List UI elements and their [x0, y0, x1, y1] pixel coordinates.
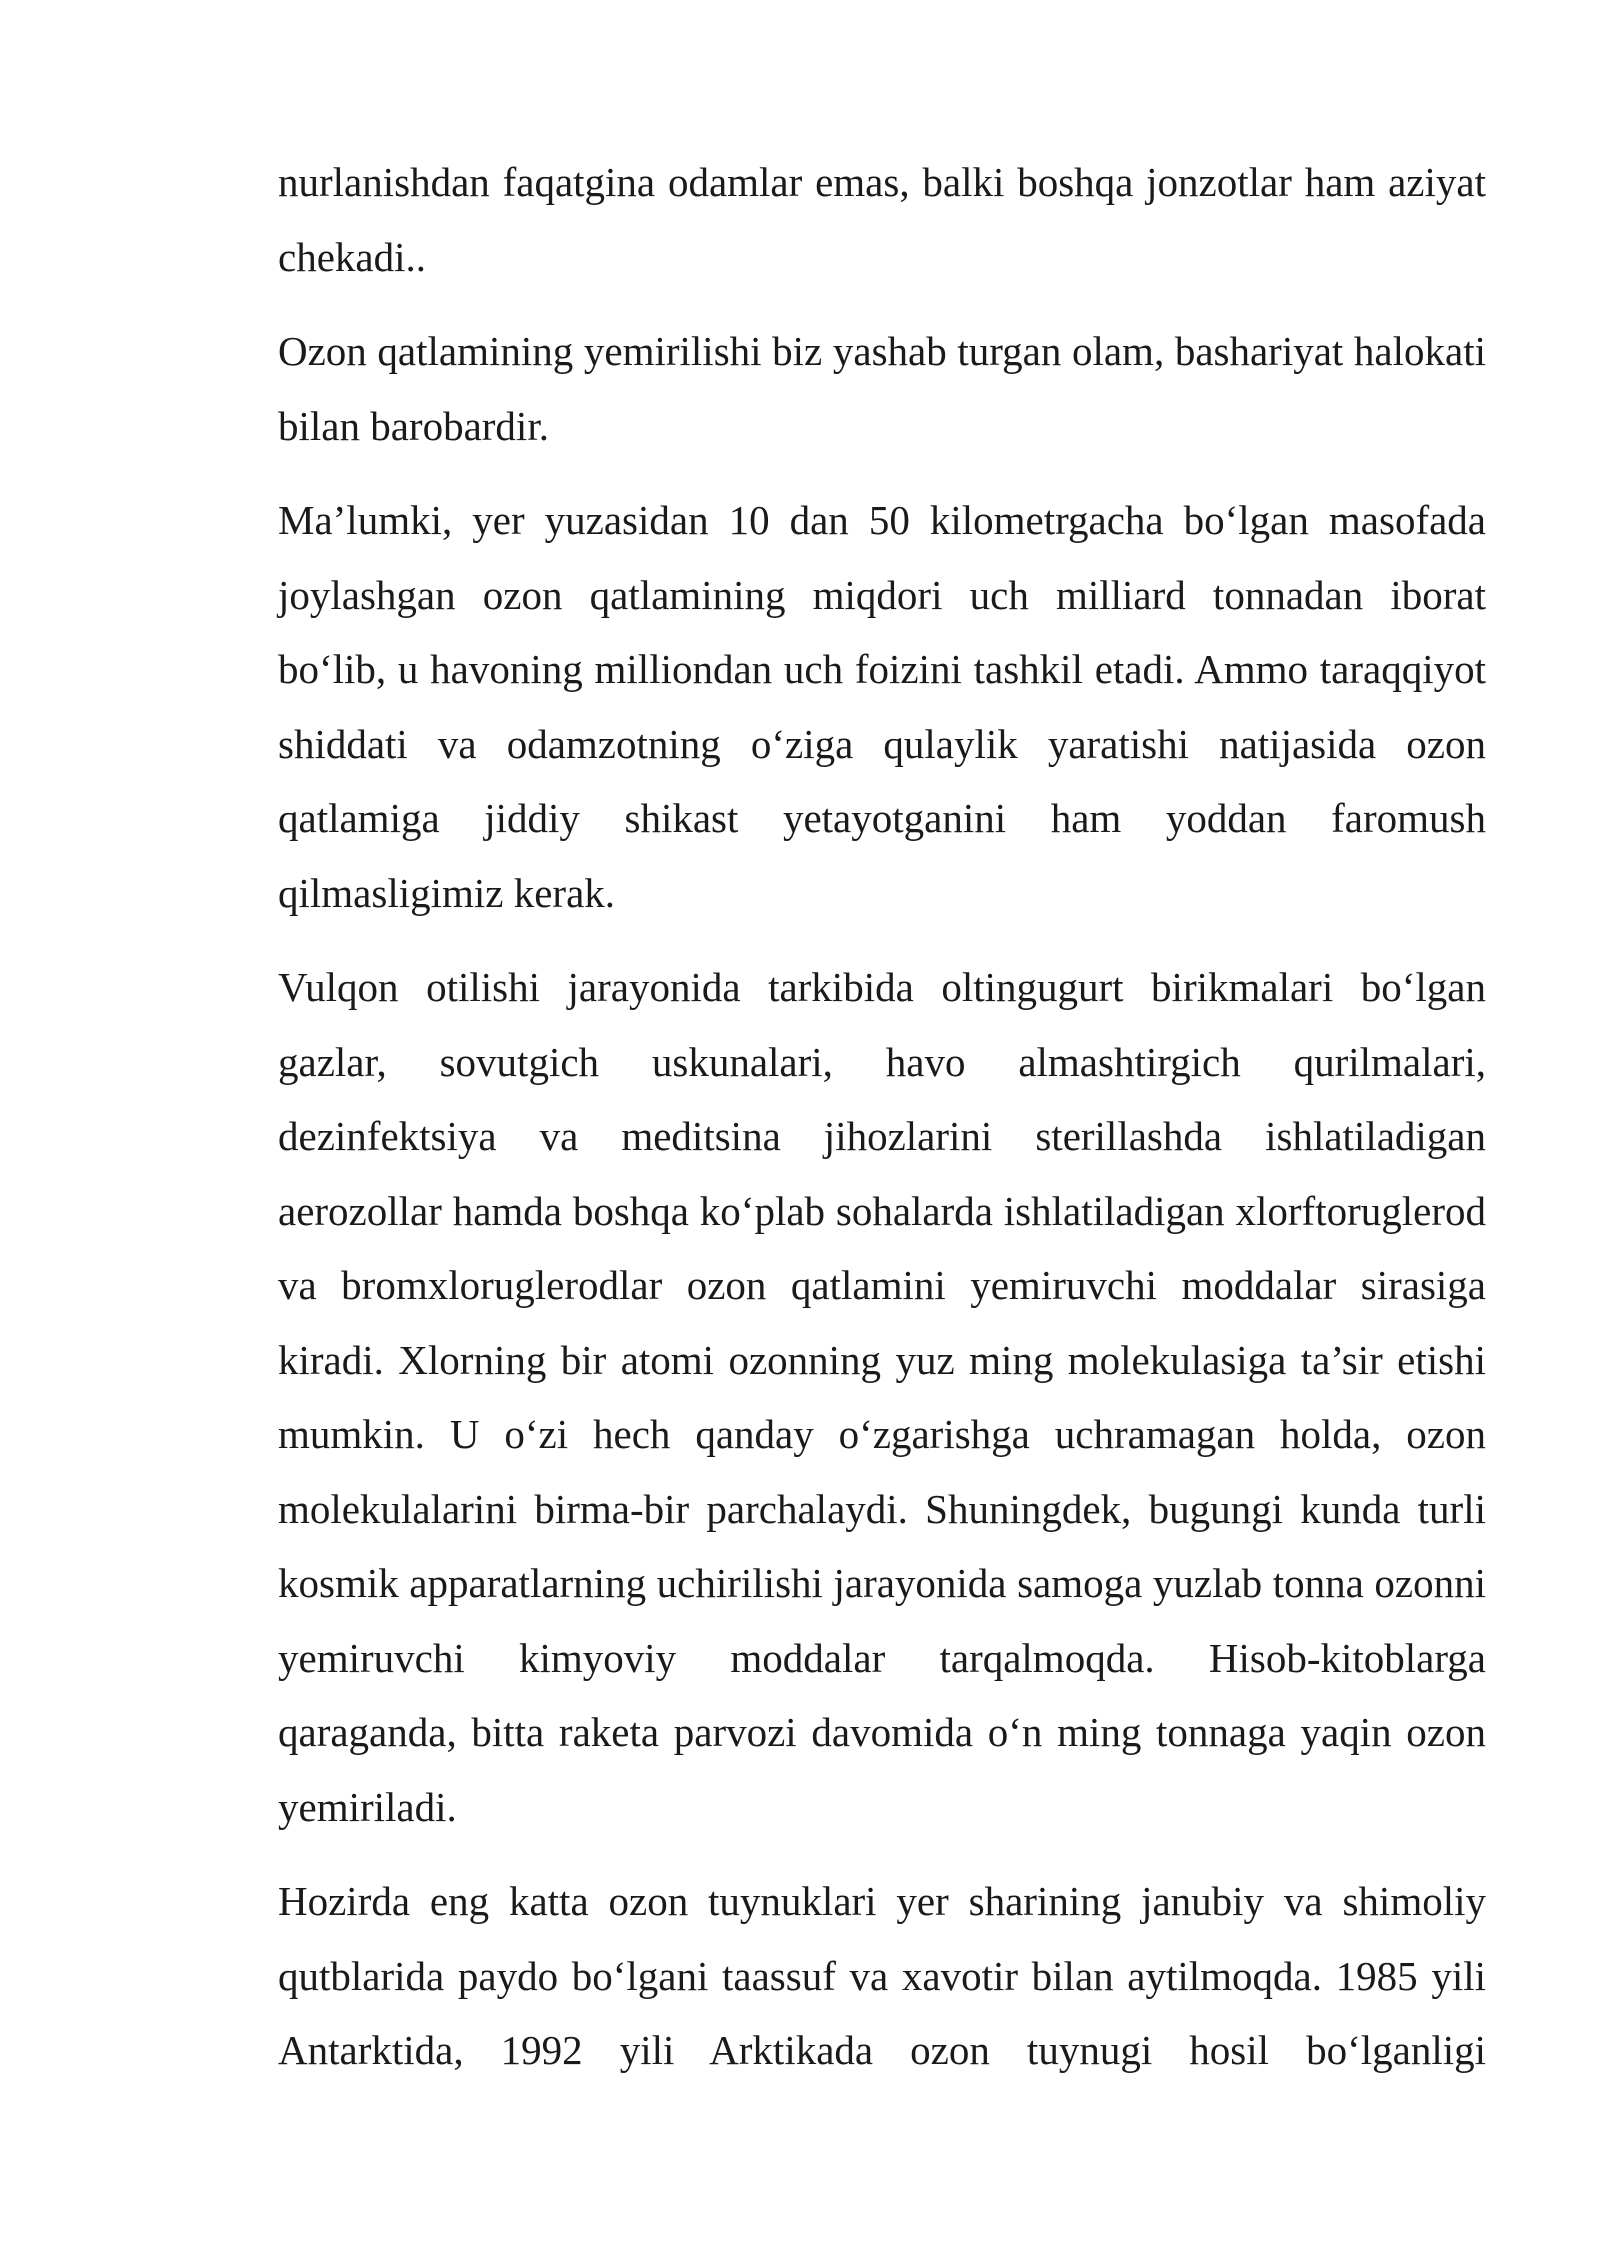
- paragraph: Hozirda eng katta ozon tuynuklari yer sharining janubiy va shimoliy qutblarida paydo bo‘lgani taassuf va xavotir bilan aytilmoqda. 1985 yili Antarktida, 1992 yili Arktikada ozon tuynugi hosil bo‘lganligi: [278, 1878, 1486, 2073]
- paragraph: nurlanishdan faqatgina odamlar emas, balki boshqa jonzotlar ham aziyat chekadi..: [278, 159, 1486, 280]
- paragraph: Ma’lumki, yer yuzasidan 10 dan 50 kilometrgacha bo‘lgan masofada joylashgan ozon qatlamining miqdori uch milliard tonnadan iborat bo‘lib, u havoning milliondan uch foizini tashkil etadi. Ammo taraqqiyot shiddati va odamzotning o‘ziga qulaylik yaratishi natijasida ozon qatlamiga jiddiy shikast yetayotganini ham yoddan faromush qilmasligimiz kerak.: [278, 497, 1486, 916]
- paragraph: Ozon qatlamining yemirilishi biz yashab turgan olam, bashariyat halokati bilan barobardir.: [278, 328, 1486, 449]
- document-body: [278, 145, 1486, 2088]
- paragraph: Vulqon otilishi jarayonida tarkibida oltingugurt birikmalari bo‘lgan gazlar, sovutgich uskunalari, havo almashtirgich qurilmalari, dezinfektsiya va meditsina jihozlarini sterillashda ishlatiladigan aerozollar hamda boshqa ko‘plab sohalarda ishlatiladigan xlorftoruglerod va bromxloruglerodlar ozon qatlamini yemiruvchi moddalar sirasiga kiradi. Xlorning bir atomi ozonning yuz ming molekulasiga ta’sir etishi mumkin. U o‘zi hech qanday o‘zgarishga uchramagan holda, ozon molekulalarini birma-bir parchalaydi. Shuningdek, bugungi kunda turli kosmik apparatlarning uchirilishi jarayonida samoga yuzlab tonna ozonni yemiruvchi kimyoviy moddalar tarqalmoqda. Hisob-kitoblarga qaraganda, bitta raketa parvozi davomida o‘n ming tonnaga yaqin ozon yemiriladi.: [278, 964, 1486, 1830]
